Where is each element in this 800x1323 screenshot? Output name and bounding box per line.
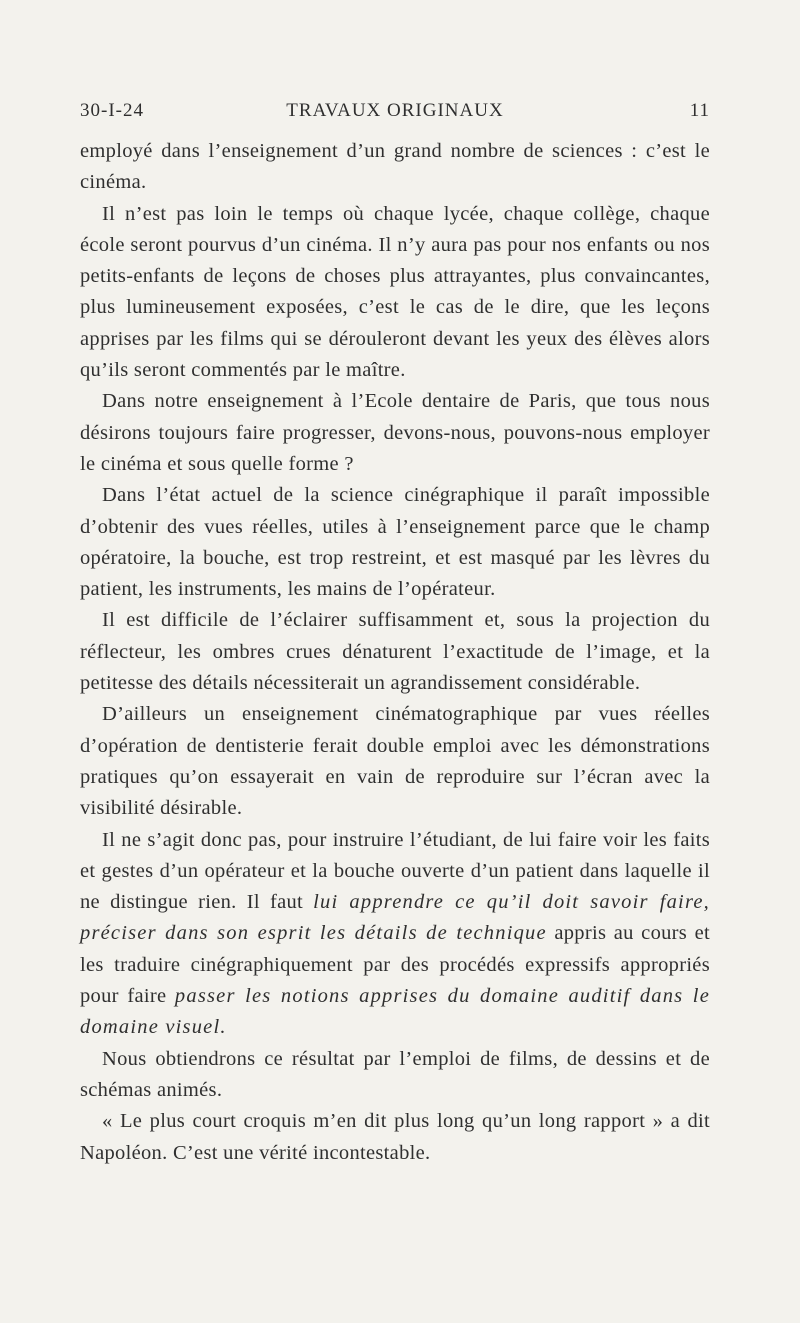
- paragraph-1: employé dans l’enseignement d’un grand nombre de sciences : c’est le cinéma.: [80, 140, 710, 194]
- paragraph-7-text-a: Il ne s’agit donc pas, pour instruire l’étudiant, de lui faire voir les faits et gestes d’un opérateur et la bouche ouverte d’un patient dans laquelle il ne distingue rien. Il faut: [80, 828, 710, 914]
- article-body: [80, 136, 710, 1169]
- paragraph-6: D’ailleurs un enseignement cinématographique par vues réelles d’opération de dentisterie ferait double emploi avec les démonstrations pratiques qu’on essayerait en vain de reproduire sur l’écran avec la visibilité désirable.: [80, 703, 710, 820]
- paragraph-7-italic-a: lui apprendre ce qu’il doit savoir faire, préciser dans son esprit les détails de technique: [80, 891, 710, 945]
- header-date: 30-I-24: [80, 100, 144, 121]
- paragraph-2: Il n’est pas loin le temps où chaque lycée, chaque collège, chaque école seront pourvus d’un cinéma. Il n’y aura pas pour nos enfants ou nos petits-enfants de leçons de choses plus attrayantes, plus convaincantes, plus lumineusement exposées, c’est le cas de le dire, que les leçons apprises par les films qui se dérouleront devant les yeux des élèves alors qu’ils seront commentés par le maître.: [80, 202, 710, 382]
- page-number: 11: [689, 100, 710, 121]
- paragraph-4: Dans l’état actuel de la science cinégraphique il paraît impossible d’obtenir des vues réelles, utiles à l’enseignement parce que le champ opératoire, la bouche, est trop restreint, et est masqué par les lèvres du patient, les instruments, les mains de l’opérateur.: [80, 484, 710, 601]
- paragraph-5: Il est difficile de l’éclairer suffisamment et, sous la projection du réflecteur, les ombres crues dénaturent l’exactitude de l’image, et la petitesse des détails nécessiterait un agrandissement considérable.: [80, 609, 710, 695]
- paragraph-7: [80, 825, 710, 1044]
- header-title: TRAVAUX ORIGINAUX: [286, 100, 504, 121]
- paragraph-7-text-b: appris au cours et les traduire cinégraphiquement par des procédés expressifs appropriés pour faire: [80, 922, 710, 1008]
- running-header: [80, 100, 710, 126]
- paragraph-8: Nous obtiendrons ce résultat par l’emploi de films, de dessins et de schémas animés.: [80, 1047, 710, 1101]
- paragraph-3: Dans notre enseignement à l’Ecole dentaire de Paris, que tous nous désirons toujours faire progresser, devons-nous, pouvons-nous employer le cinéma et sous quelle forme ?: [80, 390, 710, 475]
- paragraph-7-italic-b: passer les notions apprises du domaine auditif dans le domaine visuel.: [80, 985, 710, 1039]
- paragraph-9: « Le plus court croquis m’en dit plus long qu’un long rapport » a dit Napoléon. C’est une vérité incontestable.: [80, 1110, 710, 1164]
